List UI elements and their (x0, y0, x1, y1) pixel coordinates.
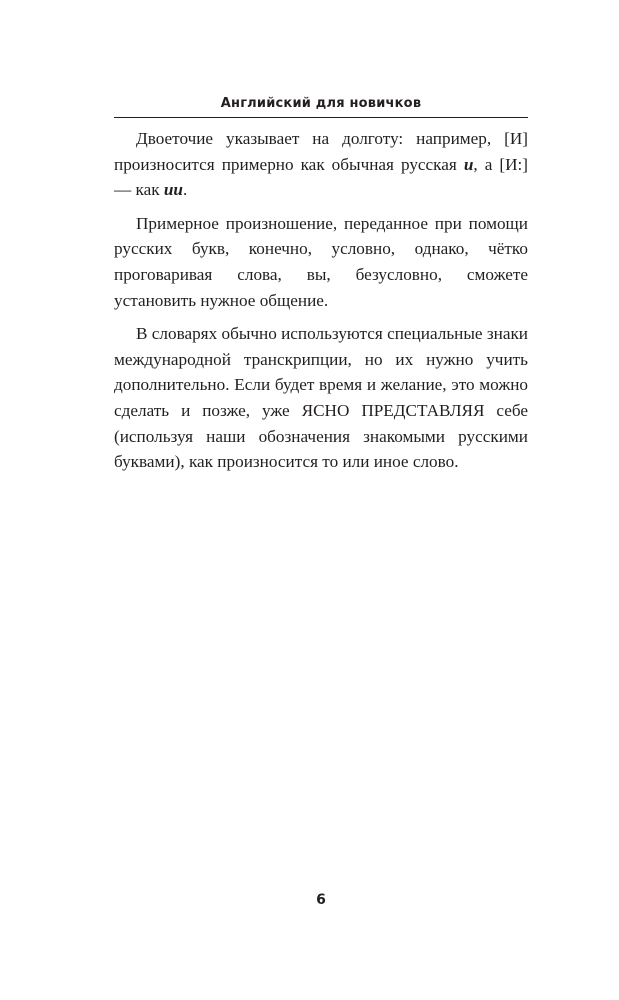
header-divider (114, 117, 528, 118)
paragraph-1-end: . (182, 180, 188, 200)
page-body (114, 126, 528, 483)
page-number: 6 (316, 892, 326, 908)
paragraph-2: Примерное произношение, переданное при помощи русских букв, конечно, условно, однако, чётко проговаривая слова, вы, безусловно, сможете установить нужное общение. (114, 213, 528, 310)
running-title: Английский для новичков (220, 96, 422, 111)
emphasis-letter: и (463, 154, 474, 174)
paragraph-1-text: Двоеточие указывает на долготу: например, [И] произносится примерно как обычная русская (114, 129, 528, 174)
paragraph-1 (114, 126, 528, 203)
paragraph-3: В словарях обычно используются специальные знаки международной транскрипции, но их нужно учить дополнительно. Если будет время и желание, это можно сделать и позже, уже ЯСНО ПРЕДСТАВЛЯЯ себе (используя наши обозначения знакомыми русскими буквами), как произносится то или иное слово. (114, 324, 528, 472)
emphasis-letters: ии (163, 180, 183, 200)
paragraph-1-text-cont: , а [И:] — как (114, 154, 529, 200)
